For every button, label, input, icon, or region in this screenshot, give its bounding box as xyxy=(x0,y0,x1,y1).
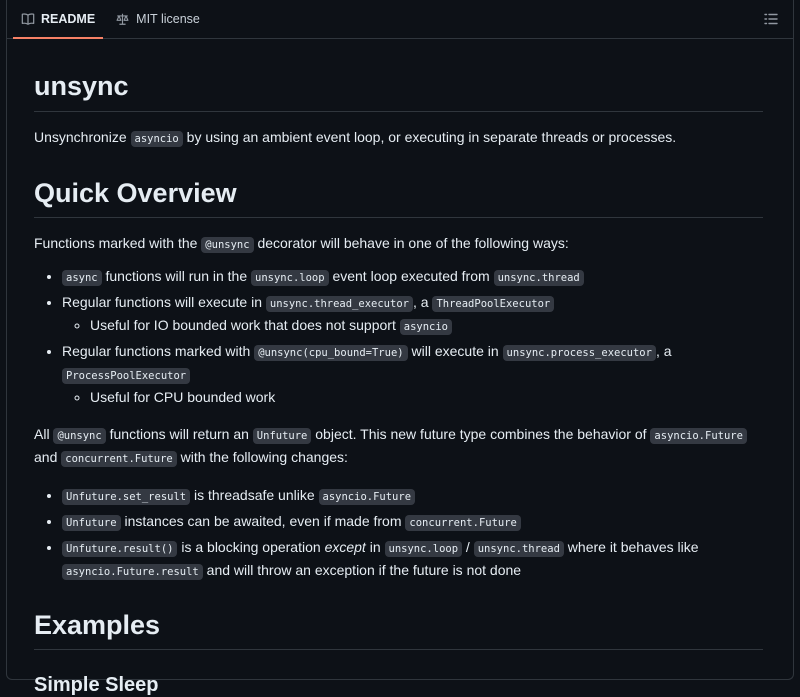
scale-icon xyxy=(115,12,130,26)
readme-panel xyxy=(6,0,794,696)
readme-tab-bar xyxy=(7,0,793,39)
readme-content xyxy=(7,39,793,697)
inline-code: concurrent.Future xyxy=(405,515,520,531)
tab-license[interactable] xyxy=(107,0,208,38)
inline-code: @unsync(cpu_bound=True) xyxy=(254,345,407,361)
emphasis: except xyxy=(324,539,366,555)
inline-code: Unfuture xyxy=(62,515,121,531)
list-item: • async functions will run in the unsync.loop event loop executed from unsync.thread xyxy=(62,266,763,289)
inline-code: asyncio.Future xyxy=(319,489,416,505)
outline-toggle-button[interactable] xyxy=(763,11,779,27)
inline-code: async xyxy=(62,270,102,286)
inline-code: asyncio.Future xyxy=(650,428,747,444)
heading-examples: Examples xyxy=(34,610,763,650)
tab-readme[interactable] xyxy=(13,0,103,39)
changes-list xyxy=(34,485,763,583)
page-title: unsync xyxy=(34,39,763,112)
list-item: ◦ Useful for IO bounded work that does not support asyncio xyxy=(90,315,763,338)
list-item: • Unfuture.result() is a blocking operation except in unsync.loop / unsync.thread where it behaves like asyncio.Future.result and will throw an exception if the future is not done xyxy=(62,537,763,583)
inline-code: ProcessPoolExecutor xyxy=(62,368,190,384)
inline-code: @unsync xyxy=(201,237,253,253)
nested-list xyxy=(62,315,763,338)
list-item: • Regular functions marked with @unsync(cpu_bound=True) will execute in unsync.process_executor , a ProcessPoolExecutor ◦ Useful for CPU bounded work xyxy=(62,341,763,408)
inline-code: asyncio xyxy=(400,319,452,335)
tab-license-label: MIT license xyxy=(136,12,200,26)
intro-paragraph: Unsynchronize asyncio by using an ambient event loop, or executing in separate threads or processes. xyxy=(34,129,677,145)
inline-code: asyncio xyxy=(131,131,183,147)
inline-code: unsync.loop xyxy=(251,270,329,286)
heading-quick-overview: Quick Overview xyxy=(34,178,763,218)
inline-code: @unsync xyxy=(53,428,105,444)
list-unordered-icon xyxy=(763,14,779,30)
inline-code: ThreadPoolExecutor xyxy=(432,296,554,312)
inline-code: unsync.thread_executor xyxy=(266,296,413,312)
tab-readme-label: README xyxy=(41,11,96,26)
list-item: • Unfuture instances can be awaited, even if made from concurrent.Future xyxy=(62,511,763,534)
behavior-list xyxy=(34,266,763,408)
inline-code: unsync.loop xyxy=(385,541,463,557)
inline-code: Unfuture.set_result xyxy=(62,489,190,505)
inline-code: unsync.process_executor xyxy=(503,345,656,361)
inline-code: unsync.thread xyxy=(474,541,564,557)
inline-code: concurrent.Future xyxy=(61,451,176,467)
book-icon xyxy=(21,12,35,26)
overview-paragraph: Functions marked with the @unsync decorator will behave in one of the following ways: xyxy=(34,235,569,251)
inline-code: Unfuture xyxy=(253,428,312,444)
list-item: • Unfuture.set_result is threadsafe unlike asyncio.Future xyxy=(62,485,763,508)
inline-code: unsync.thread xyxy=(494,270,584,286)
nested-list xyxy=(62,387,763,408)
list-item: ◦ Useful for CPU bounded work xyxy=(90,387,763,408)
inline-code: asyncio.Future.result xyxy=(62,564,203,580)
heading-simple-sleep: Simple Sleep xyxy=(34,674,159,696)
list-item: • Regular functions will execute in unsync.thread_executor , a ThreadPoolExecutor ◦ Useful for IO bounded work that does not support asyncio xyxy=(62,292,763,338)
unfuture-paragraph: All @unsync functions will return an Unfuture object. This new future type combines the behavior of asyncio.Future and concurrent.Future with the following changes: xyxy=(34,424,763,470)
inline-code: Unfuture.result() xyxy=(62,541,177,557)
